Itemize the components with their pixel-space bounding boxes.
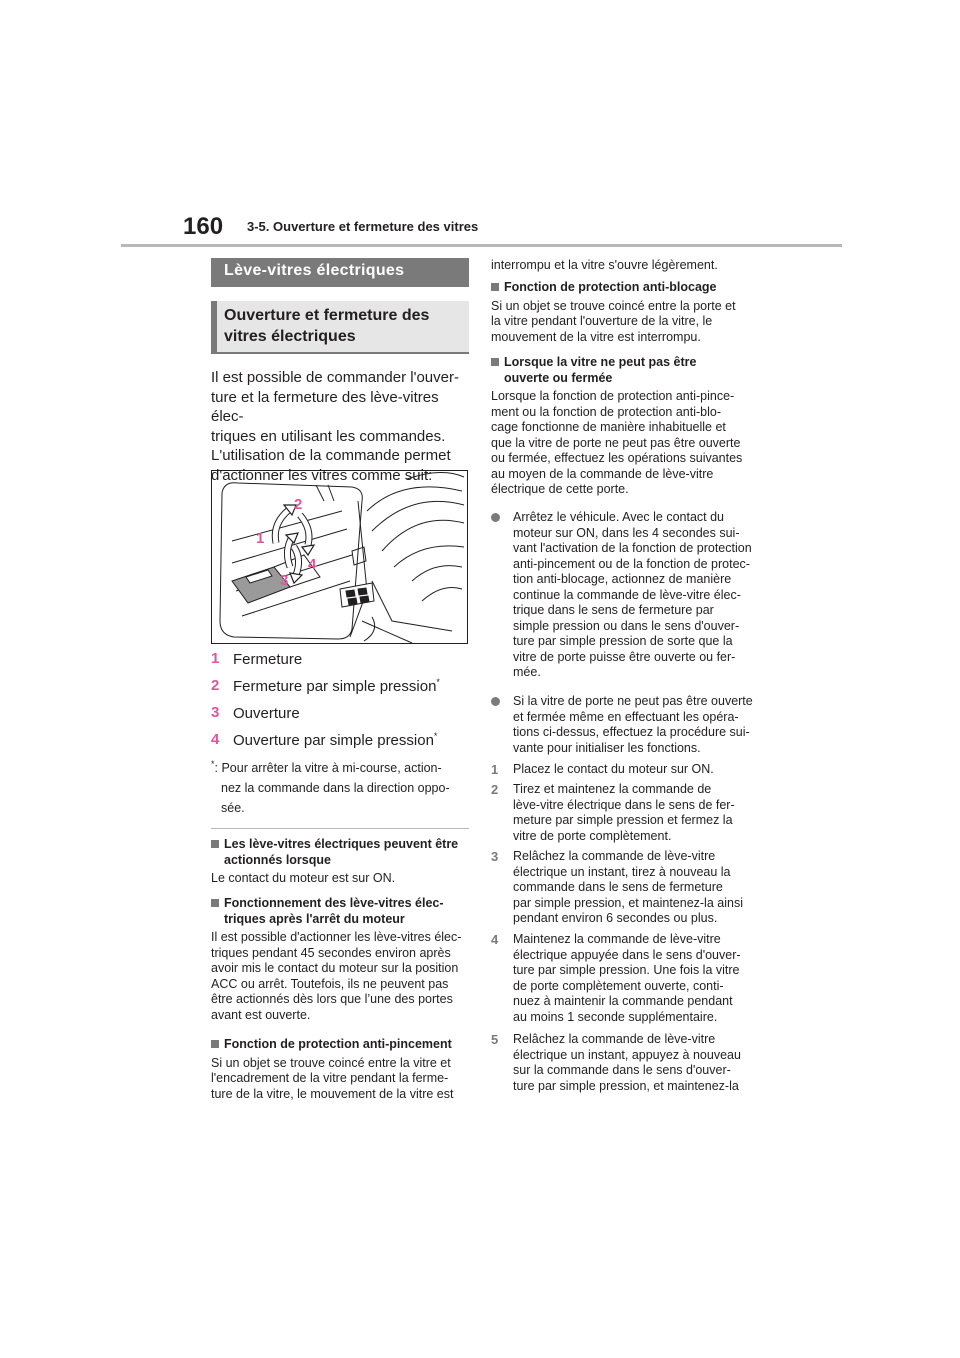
- legend-number: 4: [211, 731, 220, 748]
- section-cannot-open: Lorsque la vitre ne peut pas être ouverte ou fermée Lorsque la fonction de protection anti-pince- ment ou la fonction de protection anti-blo- cage fonctionne de manière inhabituelle et que la vitre de porte ne peut pas être ouverte ou fermée, effectuez les opérations suivantes au moyen de la commande de lève-vitre électrique de cette porte.: [491, 355, 743, 496]
- section-title: 3-5. Ouverture et fermeture des vitres: [247, 219, 479, 234]
- square-bullet-icon: [211, 840, 219, 848]
- step-number: 1: [491, 762, 499, 777]
- bullet-item: Si la vitre de porte ne peut pas être ouverte et fermée même en effectuant les opéra- tions ci-dessus, effectuez la procédure sui- vante pour initialiser les fonctions.: [491, 694, 753, 756]
- callout-1: 1: [256, 530, 265, 547]
- legend-text: Ouverture: [233, 705, 300, 722]
- step-item: 1 Placez le contact du moteur sur ON.: [491, 762, 714, 777]
- window-switch-illustration: [211, 470, 468, 644]
- legend-number: 1: [211, 650, 220, 667]
- bullet-item: Arrêtez le véhicule. Avec le contact du moteur sur ON, dans les 4 secondes sui- vant l'activation de la fonction de protection anti-pincement ou de la fonction de protec- tion anti-blocage, actionnez de manière continue la commande de lève-vitre élec- trique dans le sens de fermeture par simple pression ou dans le sens d'ouver- ture par simple pression de sorte que la vitre de porte puisse être ouverte ou fer- mée.: [491, 510, 753, 681]
- step-number: 3: [491, 849, 499, 864]
- step-item: 5 Relâchez la commande de lève-vitre électrique un instant, appuyez à nouveau sur la commande dans le sens d'ouver- ture par simple pression, et maintenez-la: [491, 1032, 741, 1093]
- legend-number: 2: [211, 677, 220, 694]
- step-item: 2 Tirez et maintenez la commande de lève-vitre électrique dans le sens de fer- meture par simple pression et fermez la vitre de porte complètement.: [491, 782, 735, 843]
- legend-text: Fermeture par simple pression*: [233, 677, 440, 695]
- page-number: 160: [183, 213, 224, 240]
- intro-line: d'actionner les vitres comme suit:: [211, 466, 433, 484]
- square-bullet-icon: [491, 358, 499, 366]
- footnote: *: Pour arrêter la vitre à mi-course, action- nez la commande dans la direction oppo- sée.: [211, 759, 450, 816]
- intro-line: Il est possible de commander l'ouver-: [211, 369, 459, 386]
- callout-2: 2: [294, 496, 303, 513]
- intro-line: L'utilisation de la commande permet: [211, 447, 451, 464]
- step-item: 3 Relâchez la commande de lève-vitre électrique un instant, tirez à nouveau la commande dans le sens de fermeture par simple pression, et maintenez-la ainsi pendant environ 6 secondes ou plus.: [491, 849, 743, 925]
- legend-text: Fermeture: [233, 651, 303, 668]
- section-anti-pinch: Fonction de protection anti-pincement Si un objet se trouve coincé entre la vitre et l'encadrement de la vitre pendant la ferme- ture de la vitre, le mouvement de la vitre est: [211, 1037, 454, 1101]
- callout-3: 3: [280, 572, 289, 589]
- step-number: 2: [491, 782, 499, 797]
- intro-paragraph: [211, 368, 473, 485]
- step-number: 4: [491, 932, 499, 947]
- circle-bullet-icon: [491, 697, 500, 706]
- intro-line: triques en utilisant les commandes.: [211, 427, 446, 445]
- illustration-drawing: [212, 471, 468, 644]
- square-bullet-icon: [211, 899, 219, 907]
- section-anti-blocage: Fonction de protection anti-blocage Si un objet se trouve coincé entre la porte et la vitre pendant l'ouverture de la vitre, le mouvement de la vitre est interrompu.: [491, 280, 736, 344]
- heading-1: Lève-vitres électriques: [224, 262, 405, 279]
- square-bullet-icon: [211, 1040, 219, 1048]
- intro-line: ture et la fermeture des lève-vitres élec-: [211, 388, 439, 425]
- circle-bullet-icon: [491, 513, 500, 522]
- heading-2-rule: [211, 352, 469, 354]
- square-bullet-icon: [491, 283, 499, 291]
- heading-2: Ouverture et fermeture des vitres électriques: [224, 307, 430, 345]
- section-after-engine-stop: Fonctionnement des lève-vitres élec- triques après l'arrêt du moteur Il est possible d'actionner les lève-vitres élec- triques pendant 45 secondes environ après avoir mis le contact du moteur sur la position ACC ou arrêt. Toutefois, ils ne peuvent pas être actionnés dès lors que l’une des portes avant est ouverte.: [211, 896, 462, 1022]
- divider: [211, 828, 469, 829]
- continuation-text: interrompu et la vitre s'ouvre légèrement.: [491, 258, 718, 272]
- legend-number: 3: [211, 704, 220, 721]
- header-rule: [121, 244, 842, 247]
- step-number: 5: [491, 1032, 499, 1047]
- section-when-operable: Les lève-vitres électriques peuvent être actionnés lorsque Le contact du moteur est sur ON.: [211, 837, 459, 885]
- legend-text: Ouverture par simple pression*: [233, 731, 438, 749]
- step-item: 4 Maintenez la commande de lève-vitre électrique appuyée dans le sens d'ouver- ture par simple pression. Une fois la vitre de porte complètement ouverte, conti- nuez à maintenir la commande pendant au moins 1 seconde supplémentaire.: [491, 932, 741, 1024]
- callout-4: 4: [308, 556, 317, 573]
